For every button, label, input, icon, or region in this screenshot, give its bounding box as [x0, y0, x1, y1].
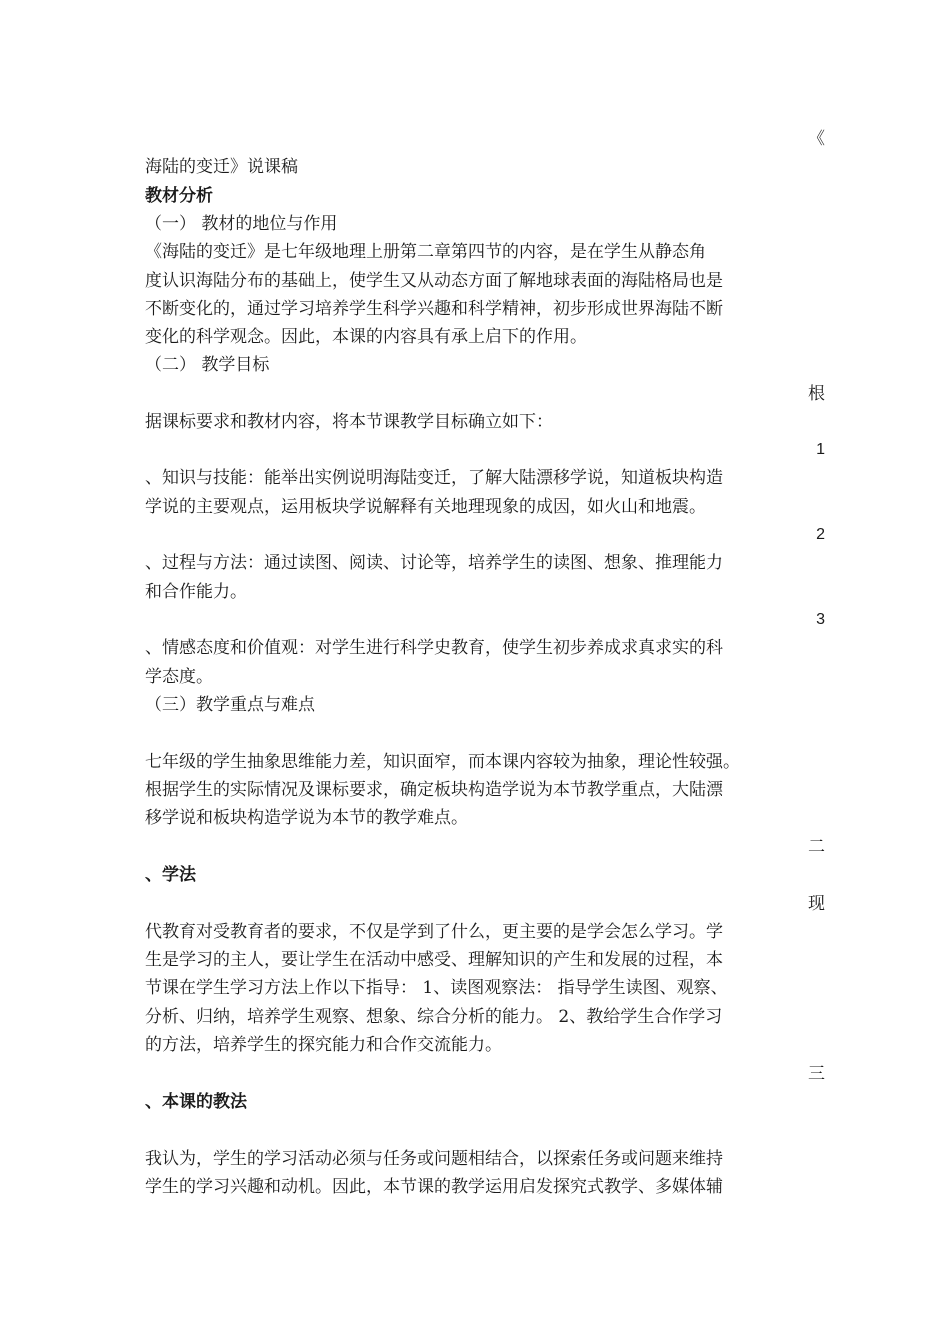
paragraph-start-char: 根 [808, 384, 825, 404]
paragraph-line: 七年级的学生抽象思维能力差，知识面窄，而本课内容较为抽象，理论性较强。 [145, 752, 740, 772]
paragraph-line: 不断变化的，通过学习培养学生科学兴趣和科学精神，初步形成世界海陆不断 [145, 299, 723, 319]
paragraph-line: 根据学生的实际情况及课标要求，确定板块构造学说为本节教学重点，大陆漂 [145, 780, 723, 800]
goal-line: 学说的主要观点，运用板块学说解释有关地理现象的成因，如火山和地震。 [145, 497, 706, 517]
paragraph-line: 节课在学生学习方法上作以下指导： 1、读图观察法： 指导学生读图、观察、 [145, 978, 728, 998]
goal-line: 学态度。 [145, 667, 213, 687]
paragraph-line: 的方法，培养学生的探究能力和合作交流能力。 [145, 1035, 502, 1055]
goal-line: 和合作能力。 [145, 582, 247, 602]
goal-line: 、过程与方法：通过读图、阅读、讨论等，培养学生的读图、想象、推理能力 [145, 553, 723, 573]
paragraph-line: 生是学习的主人，要让学生在活动中感受、理解知识的产生和发展的过程，本 [145, 950, 723, 970]
paragraph-line: 学生的学习兴趣和动机。因此，本节课的教学运用启发探究式教学、多媒体辅 [145, 1177, 723, 1197]
title-mark: 《 [808, 129, 825, 149]
goal-line: 、知识与技能：能举出实例说明海陆变迁，了解大陆漂移学说，知道板块构造 [145, 468, 723, 488]
goal-number: 2 [816, 526, 825, 543]
paragraph-line: 代教育对受教育者的要求，不仅是学到了什么，更主要的是学会怎么学习。学 [145, 922, 723, 942]
paragraph-line: 我认为，学生的学习活动必须与任务或问题相结合，以探索任务或问题来维持 [145, 1149, 723, 1169]
section-heading-textbook-analysis: 教材分析 [145, 186, 213, 206]
paragraph-line: 分析、归纳，培养学生观察、想象、综合分析的能力。 2、教给学生合作学习 [145, 1007, 723, 1027]
paragraph-line: 《海陆的变迁》是七年级地理上册第二章第四节的内容，是在学生从静态角 [145, 242, 706, 262]
goal-line: 、情感态度和价值观：对学生进行科学史教育，使学生初步养成求真求实的科 [145, 638, 723, 658]
subheading-status-role: （一） 教材的地位与作用 [145, 214, 338, 234]
section-heading-study-method: 、学法 [145, 865, 196, 885]
section-number: 三 [808, 1064, 825, 1084]
paragraph-start-char: 现 [808, 894, 825, 914]
paragraph-line: 据课标要求和教材内容，将本节课教学目标确立如下： [145, 412, 553, 432]
paragraph-line: 移学说和板块构造学说为本节的教学难点。 [145, 808, 468, 828]
goal-number: 3 [816, 611, 825, 628]
section-heading-teaching-method: 、本课的教法 [145, 1092, 247, 1112]
document-title: 海陆的变迁》说课稿 [145, 157, 298, 177]
subheading-key-points: （三）教学重点与难点 [145, 695, 315, 715]
goal-number: 1 [816, 441, 825, 458]
subheading-teaching-goals: （二） 教学目标 [145, 355, 270, 375]
paragraph-line: 度认识海陆分布的基础上，使学生又从动态方面了解地球表面的海陆格局也是 [145, 271, 723, 291]
section-number: 二 [808, 837, 825, 857]
paragraph-line: 变化的科学观念。因此，本课的内容具有承上启下的作用。 [145, 327, 587, 347]
